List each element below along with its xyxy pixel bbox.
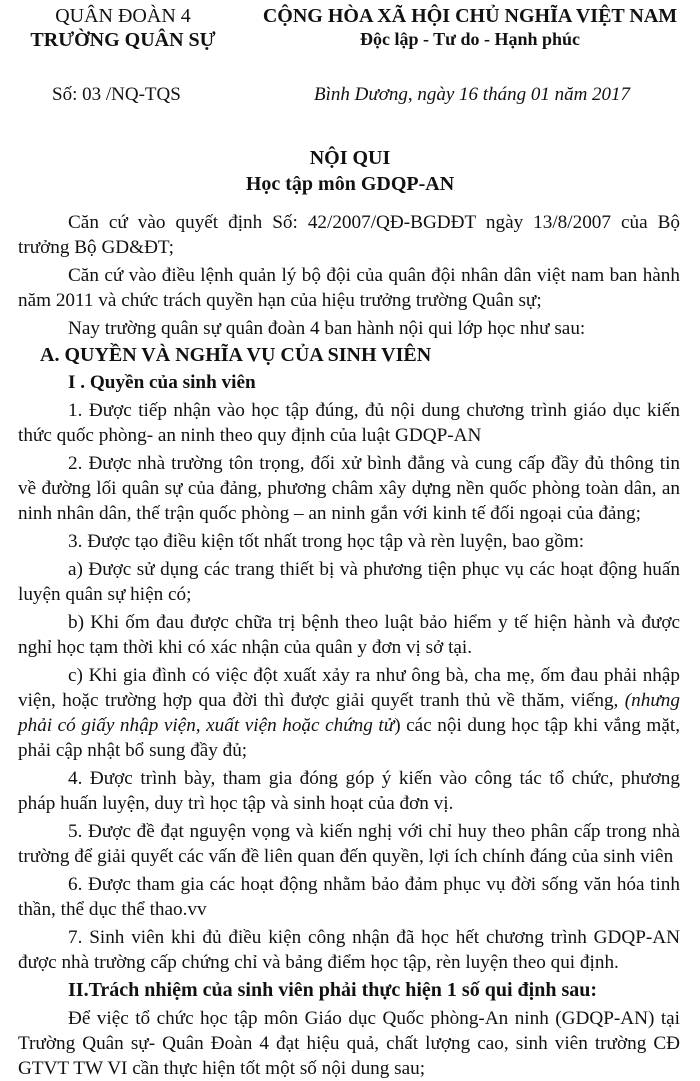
part-2-intro: Để việc tổ chức học tập môn Giáo dục Quốc phòng-An ninh (GDQP-AN) tại Trường Quân sự- Quân Đoàn 4 đạt hiệu quả, chất lượng cao, sinh viên trường CĐ GTVT TW VI cần thực hiện tốt một số nội dung sau; [18,1008,680,1079]
rights-item-1: 1. Được tiếp nhận vào học tập đúng, đủ nội dung chương trình giáo dục kiến thức quốc phòng- an ninh theo quy định của luật GDQP-AN [18,400,680,446]
rights-item-3: 3. Được tạo điều kiện tốt nhất trong học tập và rèn luyện, bao gồm: [68,531,585,552]
part-1-heading: I . Quyền của sinh viên [68,372,256,393]
national-heading [250,4,690,50]
rights-item-3a: a) Được sử dụng các trang thiết bị và phương tiện phục vụ các hoạt động huấn luyện quân sự hiện có; [18,559,680,605]
item-3c-text-end: ) các nội dung học tập khi vắng mặt, phải cập nhật bổ sung đầy đủ; [18,715,680,761]
national-motto: Độc lập - Tư do - Hạnh phúc [359,29,581,49]
preamble-paragraph: Căn cứ vào quyết định Số: 42/2007/QĐ-BGDĐT ngày 13/8/2007 của Bộ trưởng Bộ GD&ĐT; [18,212,680,258]
rights-item-7: 7. Sinh viên khi đủ điều kiện công nhận đã học hết chương trình GDQP-AN được nhà trường cấp chứng chỉ và bảng điểm học tập, rèn luyện theo qui định. [18,927,680,973]
part-2-heading: II.Trách nhiệm của sinh viên phải thực hiện 1 số qui định sau: [68,979,598,1001]
item-3c-italic-note: (nhưng phải có giấy nhập viện, xuất viện hoặc chứng tử [18,690,680,736]
document-title: NỘI QUI [309,147,391,169]
rights-item-4: 4. Được trình bày, tham gia đóng góp ý kiến vào công tác tổ chức, phương pháp huấn luyện, duy trì học tập và sinh hoạt của đơn vị. [18,768,680,814]
rights-item-5: 5. Được đề đạt nguyện vọng và kiến nghị với chỉ huy theo phân cấp trong nhà trường để giải quyết các vấn đề liên quan đến quyền, lợi ích chính đáng của sinh viên [18,821,680,867]
rights-item-2: 2. Được nhà trường tôn trọng, đối xử bình đẳng và cung cấp đầy đủ thông tin về đường lối quân sự của đảng, phương châm xây dựng nền quốc phòng toàn dân, an ninh nhân dân, thế trận quốc phòng – an ninh gắn với kinh tế đối ngoại của đảng; [18,453,680,524]
rights-item-3c [18,663,680,763]
item-3c-text-start: c) Khi gia đình có việc đột xuất xảy ra như ông bà, cha mẹ, ốm đau phải nhập viện, hoặc trường hợp qua đời thì được giải quyết tranh thủ về thăm, viếng, [18,665,680,711]
rights-item-6: 6. Được tham gia các hoạt động nhằm bảo đảm phục vụ đời sống văn hóa tinh thần, thể dục thể thao.vv [18,874,680,920]
org-name: TRƯỜNG QUÂN SỰ [30,29,216,51]
place-and-date: Bình Dương, ngày 16 tháng 01 năm 2017 [314,84,631,105]
section-a-heading: A. QUYỀN VÀ NGHĨA VỤ CỦA SINH VIÊN [40,344,432,366]
document-body [18,210,680,1081]
issuing-organization [18,4,228,52]
national-name: CỘNG HÒA XÃ HỘI CHỦ NGHĨA VIỆT NAM [262,5,678,27]
org-parent: QUÂN ĐOÀN 4 [55,5,191,27]
preamble-paragraph: Căn cứ vào điều lệnh quản lý bộ đội của quân đội nhân dân việt nam ban hành năm 2011 và chức trách quyền hạn của hiệu trưởng trường Quân sự; [18,265,680,311]
rights-item-3b: b) Khi ốm đau được chữa trị bệnh theo luật bảo hiểm y tế hiện hành và được nghỉ học tạm thời khi có xác nhận của quân y đơn vị sở tại. [18,612,680,658]
preamble-paragraph: Nay trường quân sự quân đoàn 4 ban hành nội qui lớp học như sau: [68,318,586,339]
document-subtitle: Học tập môn GDQP-AN [245,173,455,195]
reference-number: Số: 03 /NQ-TQS [52,84,181,105]
